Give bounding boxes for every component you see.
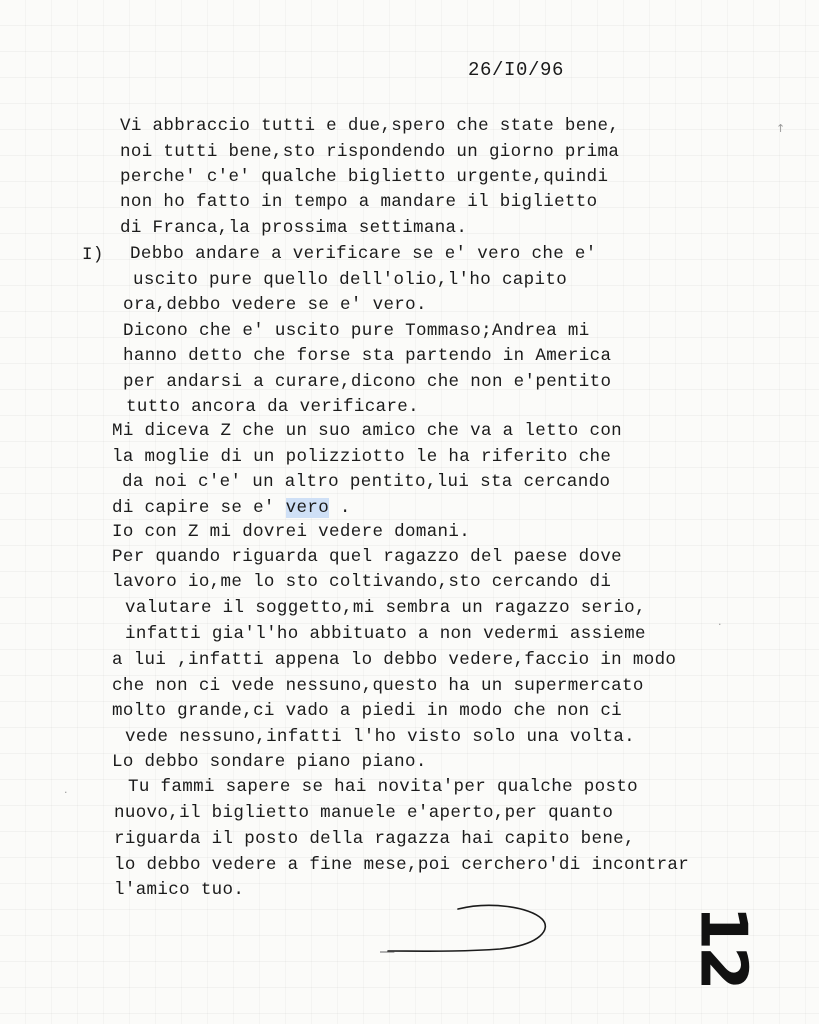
letter-line-7: uscito pure quello dell'olio,l'ho capito xyxy=(133,270,568,290)
letter-line-11: per andarsi a curare,dicono che non e'pentito xyxy=(123,372,612,392)
letter-line-18: Per quando riguarda quel ragazzo del paese dove xyxy=(112,547,623,567)
letter-line-14: la moglie di un polizziotto le ha riferito che xyxy=(112,447,612,467)
letter-line-16-text: di capire se e' xyxy=(112,498,286,518)
letter-line-28: nuovo,il biglietto manuele e'aperto,per quanto xyxy=(114,803,614,823)
letter-line-27: Tu fammi sapere se hai novita'per qualche posto xyxy=(128,777,639,797)
page-number-text: 12 xyxy=(686,905,760,987)
letter-line-3: perche' c'e' qualche biglietto urgente,quindi xyxy=(120,167,609,187)
letter-line-16 xyxy=(112,498,351,518)
letter-date: 26/I0/96 xyxy=(468,59,565,81)
letter-line-6: Debbo andare a verificare se e' vero che e' xyxy=(130,244,597,264)
page-number xyxy=(688,900,758,992)
letter-line-4: non ho fatto in tempo a mandare il biglietto xyxy=(120,192,598,212)
letter-line-25: vede nessuno,infatti l'ho visto solo una volta. xyxy=(125,727,636,747)
letter-line-13: Mi diceva Z che un suo amico che va a letto con xyxy=(112,421,623,441)
paper-mark: · xyxy=(718,618,722,631)
highlighted-word: vero xyxy=(285,498,330,518)
letter-line-30: lo debbo vedere a fine mese,poi cerchero'di incontrar xyxy=(114,855,690,875)
letter-line-24: molto grande,ci vado a piedi in modo che non ci xyxy=(112,701,623,721)
letter-line-19: lavoro io,me lo sto coltivando,sto cercando di xyxy=(112,572,612,592)
letter-line-2: noi tutti bene,sto rispondendo un giorno prima xyxy=(120,142,620,162)
letter-line-1: Vi abbraccio tutti e due,spero che state bene, xyxy=(120,116,620,136)
letter-line-17: Io con Z mi dovrei vedere domani. xyxy=(112,522,471,542)
paper-mark: ↑ xyxy=(776,122,786,135)
letter-line-21: infatti gia'l'ho abbituato a non vedermi assieme xyxy=(125,624,646,644)
paper-mark: · xyxy=(64,786,68,799)
letter-line-31: l'amico tuo. xyxy=(114,880,245,900)
letter-line-10: hanno detto che forse sta partendo in America xyxy=(123,346,612,366)
signature-scribble xyxy=(380,895,570,965)
letter-line-9: Dicono che e' uscito pure Tommaso;Andrea mi xyxy=(123,321,590,341)
letter-line-16-end: . xyxy=(329,498,351,518)
letter-line-29: riguarda il posto della ragazza hai capito bene, xyxy=(114,829,635,849)
letter-line-8: ora,debbo vedere se e' vero. xyxy=(123,295,427,315)
letter-line-22: a lui ,infatti appena lo debbo vedere,faccio in modo xyxy=(112,650,677,670)
letter-line-12: tutto ancora da verificare. xyxy=(126,397,419,417)
letter-line-20: valutare il soggetto,mi sembra un ragazzo serio, xyxy=(125,598,646,618)
letter-line-26: Lo debbo sondare piano piano. xyxy=(112,752,427,772)
list-marker: I) xyxy=(82,245,104,265)
letter-line-15: da noi c'e' un altro pentito,lui sta cercando xyxy=(122,472,611,492)
letter-line-23: che non ci vede nessuno,questo ha un supermercato xyxy=(112,676,644,696)
letter-line-5: di Franca,la prossima settimana. xyxy=(120,218,468,238)
